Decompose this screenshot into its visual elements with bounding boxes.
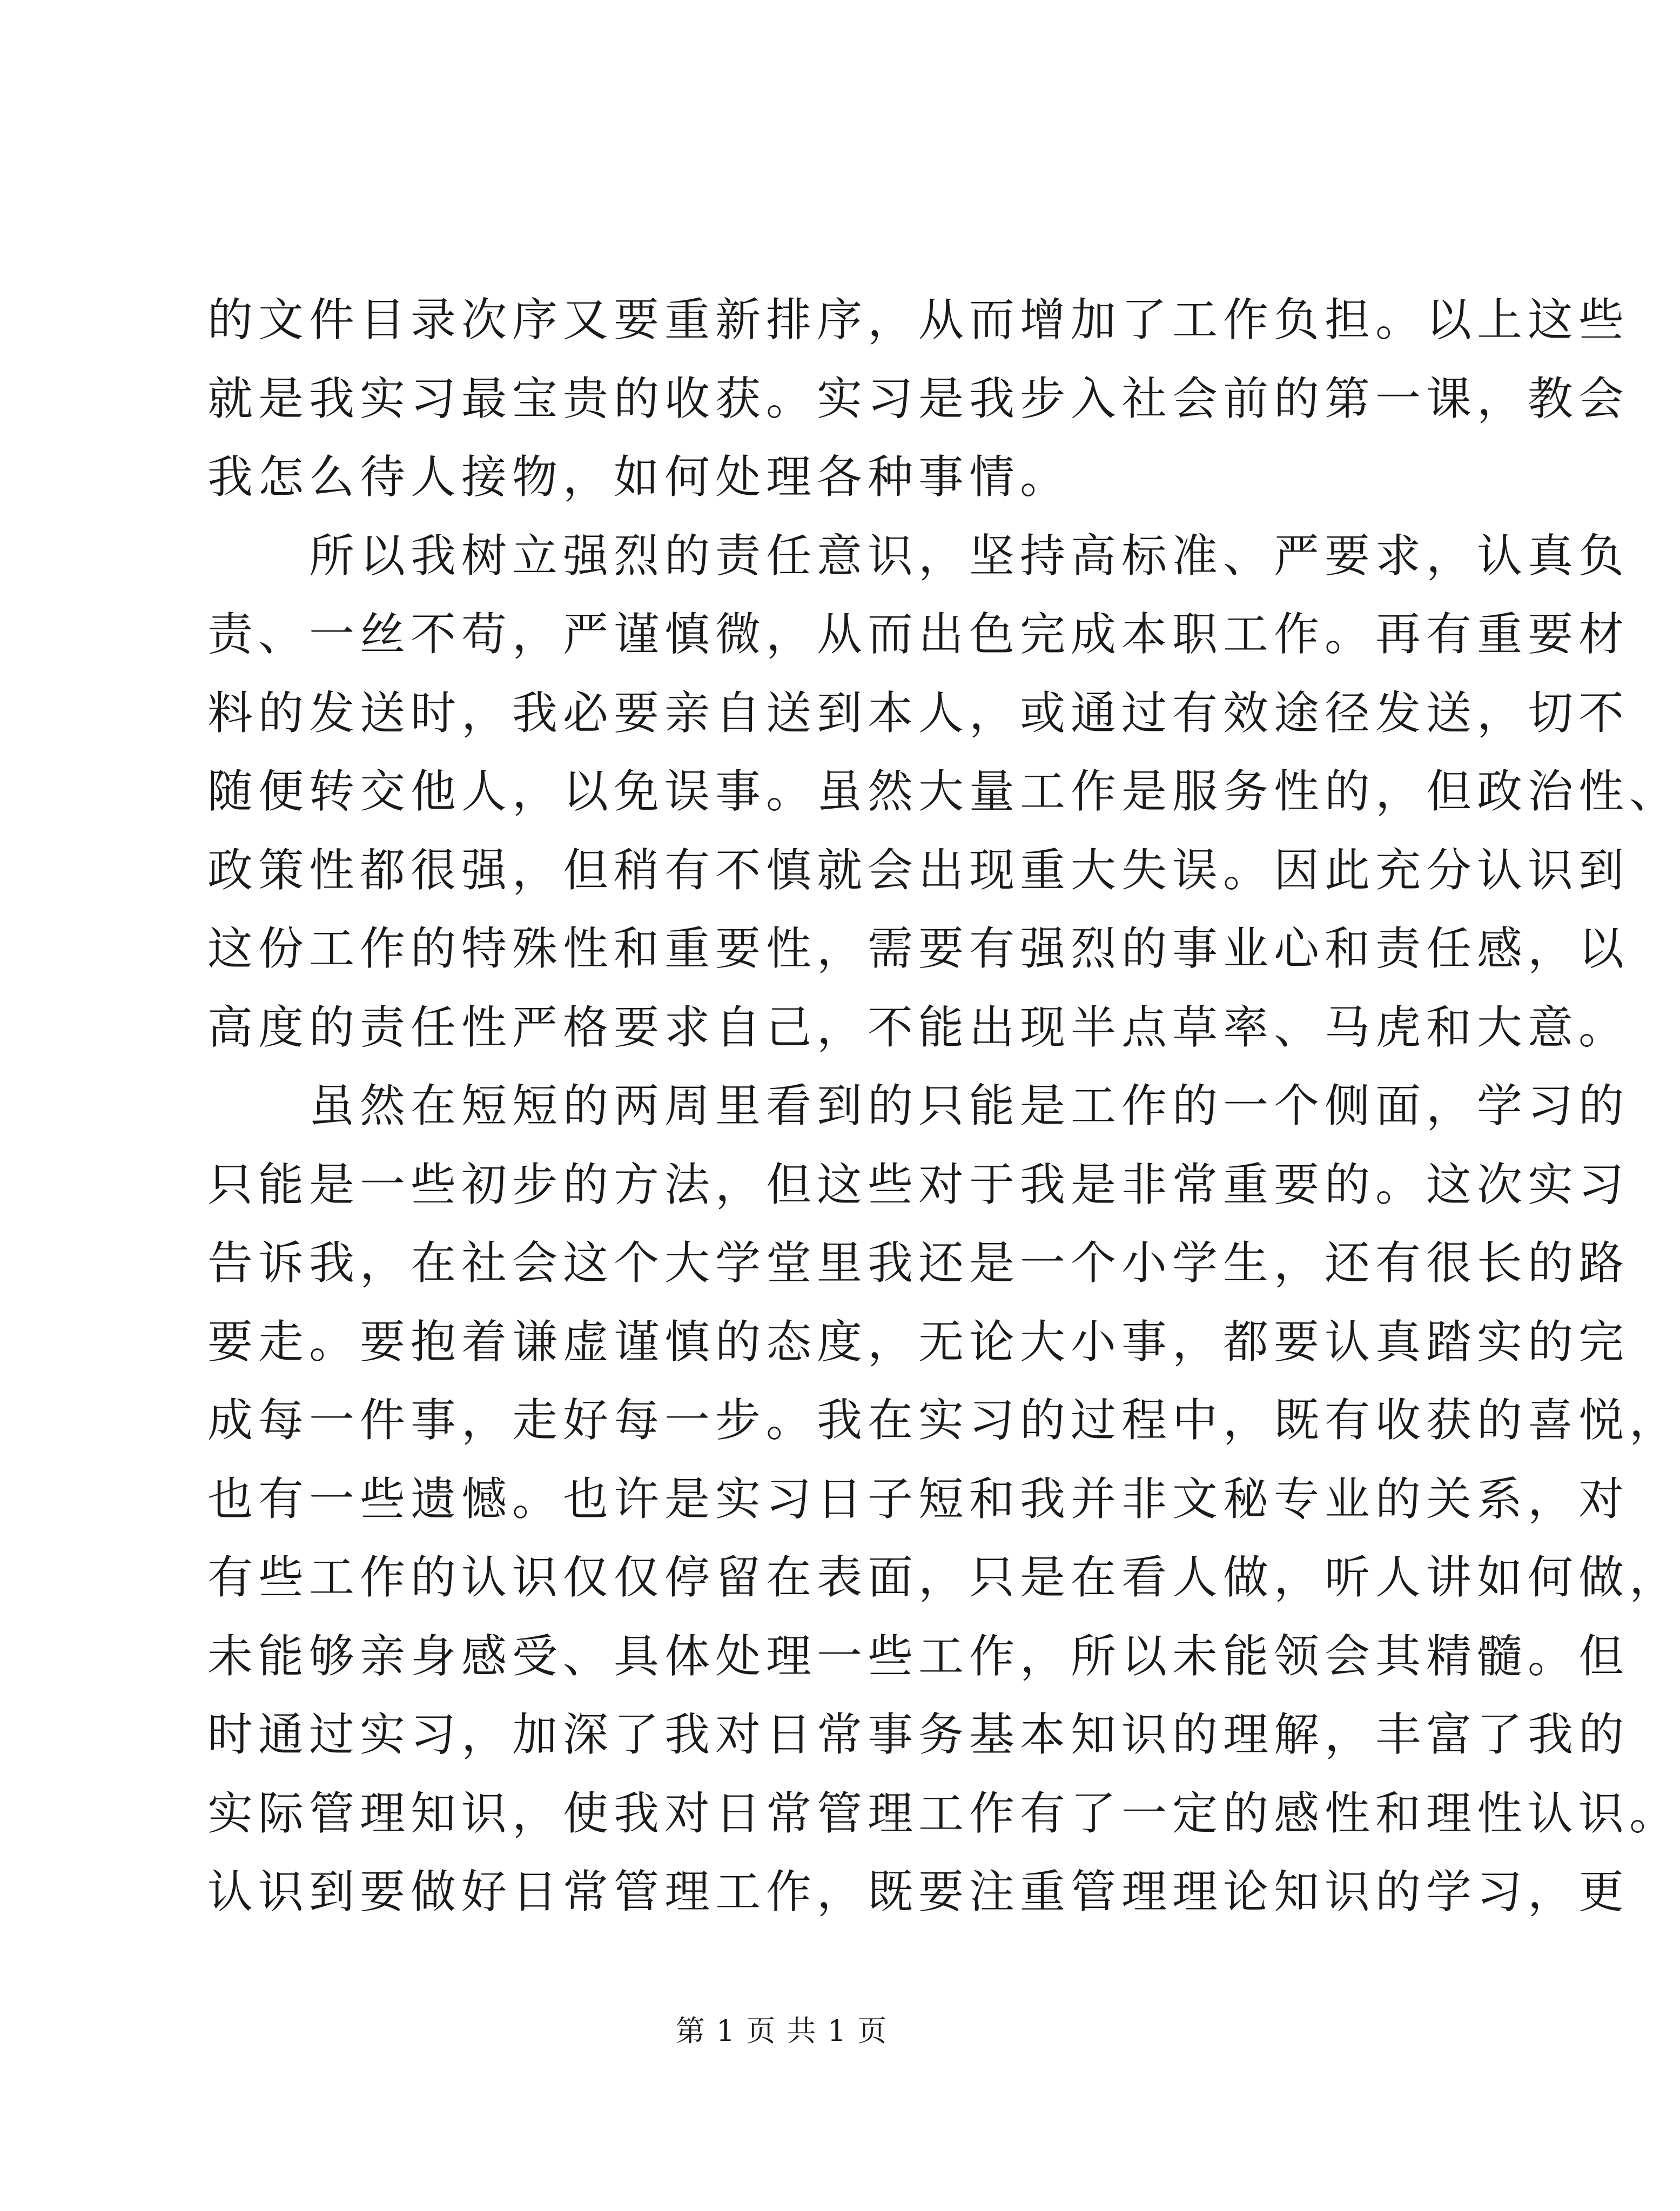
text-line: 责、一丝不苟，严谨慎微，从而出色完成本职工作。再有重要材	[207, 608, 1630, 661]
text-line: 认识到要做好日常管理工作，既要注重管理理论知识的学习，更	[207, 1865, 1630, 1918]
text-line: 有些工作的认识仅仅停留在表面，只是在看人做，听人讲如何做，	[207, 1551, 1680, 1604]
text-line: 只能是一些初步的方法，但这些对于我是非常重要的。这次实习	[207, 1158, 1630, 1211]
text-line: 虽然在短短的两周里看到的只能是工作的一个侧面，学习的	[207, 1079, 1630, 1132]
text-line: 所以我树立强烈的责任意识，坚持高标准、严要求，认真负	[207, 529, 1630, 582]
text-line: 随便转交他人，以免误事。虽然大量工作是服务性的，但政治性、	[207, 765, 1680, 818]
text-line: 时通过实习，加深了我对日常事务基本知识的理解，丰富了我的	[207, 1708, 1630, 1761]
text-line: 未能够亲身感受、具体处理一些工作，所以未能领会其精髓。但	[207, 1629, 1630, 1683]
page-footer: 第 1 页 共 1 页	[675, 2014, 888, 2048]
body-text	[207, 281, 1680, 1932]
text-line: 要走。要抱着谦虚谨慎的态度，无论大小事，都要认真踏实的完	[207, 1315, 1630, 1368]
text-line: 就是我实习最宝贵的收获。实习是我步入社会前的第一课，教会	[207, 372, 1630, 425]
text-line: 我怎么待人接物，如何处理各种事情。	[207, 451, 1071, 503]
text-line: 高度的责任性严格要求自己，不能出现半点草率、马虎和大意。	[207, 1000, 1630, 1054]
text-line: 实际管理知识，使我对日常管理工作有了一定的感性和理性认识。	[207, 1786, 1680, 1840]
text-line: 告诉我，在社会这个大学堂里我还是一个小学生，还有很长的路	[207, 1236, 1630, 1289]
text-line: 这份工作的特殊性和重要性，需要有强烈的事业心和责任感，以	[207, 922, 1630, 975]
text-line: 也有一些遗憾。也许是实习日子短和我并非文秘专业的关系，对	[207, 1472, 1630, 1525]
text-line: 成每一件事，走好每一步。我在实习的过程中，既有收获的喜悦，	[207, 1394, 1680, 1447]
text-line: 的文件目录次序又要重新排序，从而增加了工作负担。以上这些	[207, 293, 1630, 346]
text-line: 政策性都很强，但稍有不慎就会出现重大失误。因此充分认识到	[207, 843, 1630, 897]
text-line: 料的发送时，我必要亲自送到本人，或通过有效途径发送，切不	[207, 686, 1630, 740]
